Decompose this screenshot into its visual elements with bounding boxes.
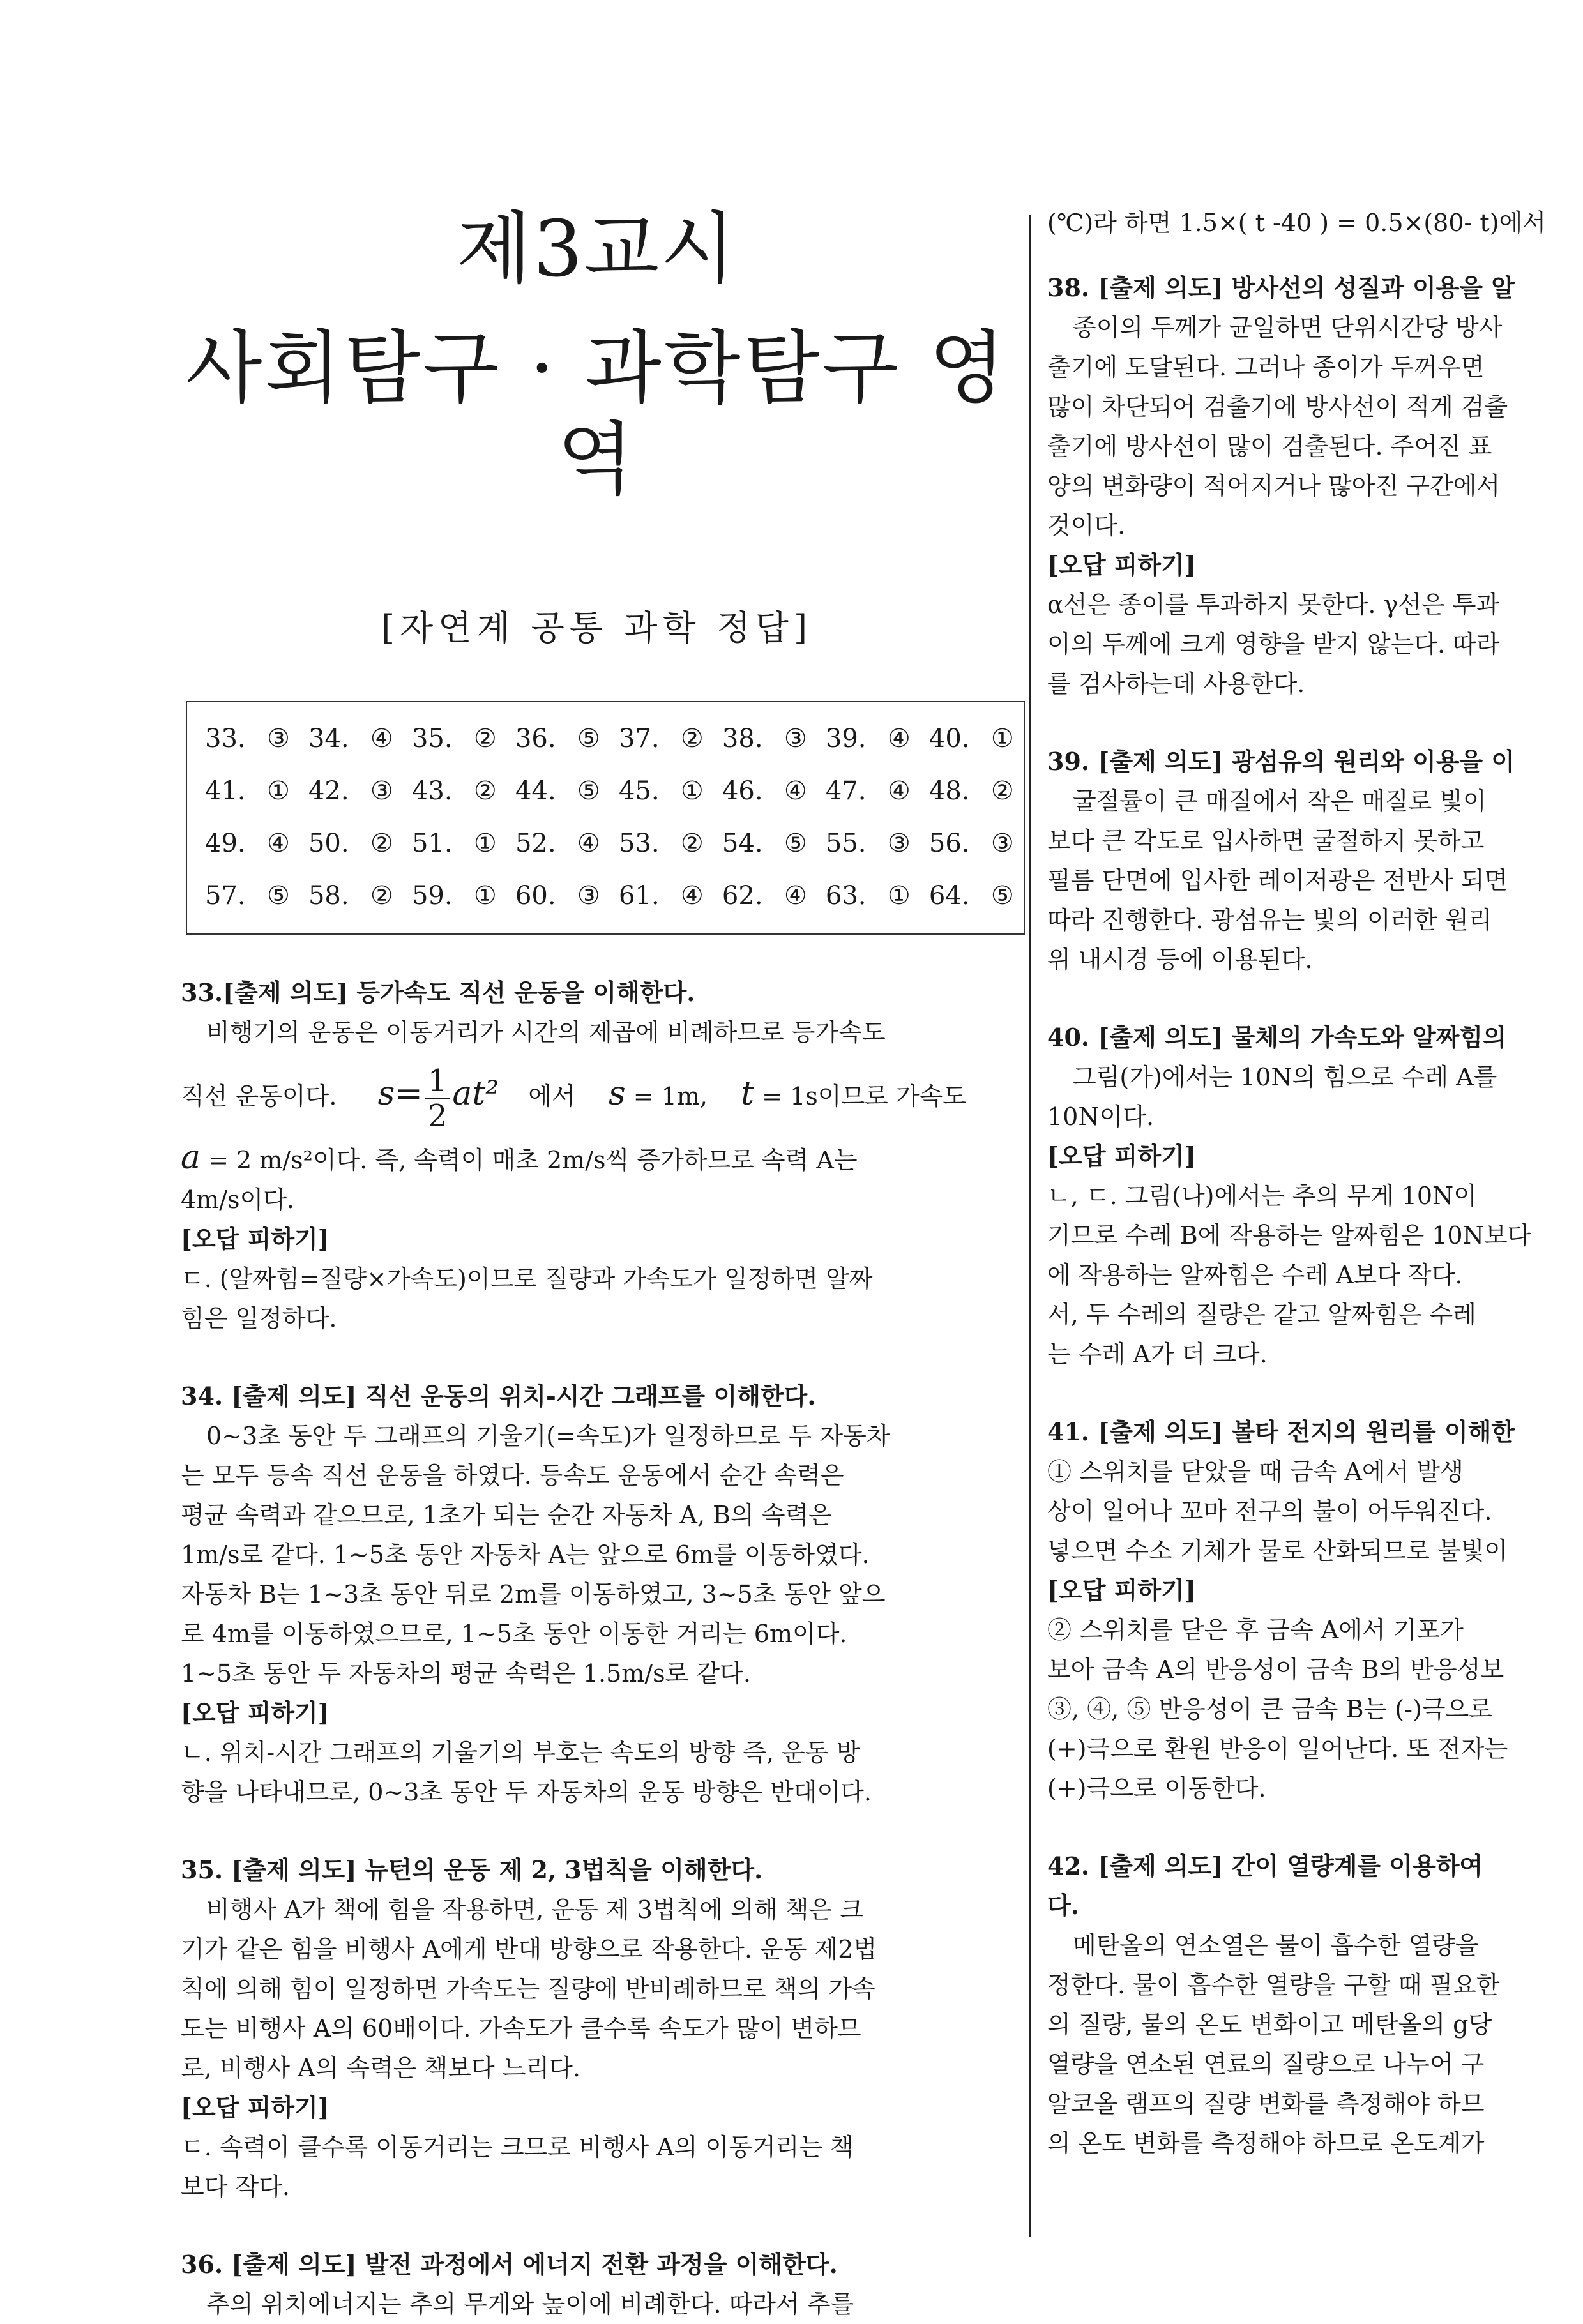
q36-heading: 36. [출제 의도] 발전 과정에서 에너지 전환 과정을 이해한다. [181, 2250, 838, 2279]
q34-line4: 1m/s로 같다. 1~5초 동안 자동차 A는 앞으로 6m를 이동하였다. [181, 1541, 870, 1569]
q35-wrong-answer-heading: [오답 피하기] [181, 2093, 329, 2122]
answer-number: 38. [722, 724, 763, 754]
answer-choice: ② [680, 724, 704, 754]
answer-number: 63. [825, 881, 867, 911]
q41-line2: 상이 일어나 꼬마 전구의 불이 어두워진다. [1047, 1497, 1492, 1525]
answer-number: 64. [928, 881, 970, 911]
answer-number: 62. [722, 881, 763, 911]
q42-line5: 알코올 램프의 질량 변화를 측정해야 하므 [1047, 2090, 1485, 2118]
answer-choice: ④ [680, 881, 704, 911]
q34-line6: 로 4m를 이동하였으므로, 1~5초 동안 이동한 거리는 6m이다. [181, 1620, 847, 1649]
q34-line3: 평균 속력과 같으므로, 1초가 되는 순간 자동차 A, B의 속력은 [181, 1501, 832, 1530]
answer-number: 44. [515, 776, 556, 806]
explanation-q34 [181, 1377, 1013, 1812]
answer-key-row [196, 870, 1024, 922]
answer-number: 33. [205, 724, 246, 754]
q38-line1: 종이의 두께가 균일하면 단위시간당 방사 [1073, 313, 1503, 342]
answer-number: 51. [411, 829, 453, 859]
var-t: t [741, 1075, 755, 1113]
left-column [181, 204, 1013, 2324]
q42-line1: 메탄올의 연소열은 물이 흡수한 열량을 [1073, 1931, 1479, 1959]
formula-s: s= [377, 1075, 423, 1113]
q38-line3: 많이 차단되어 검출기에 방사선이 적게 검출 [1047, 393, 1508, 421]
q41-line3: 넣으면 수소 기체가 물로 산화되므로 불빛이 [1047, 1537, 1508, 1565]
answer-number: 52. [515, 829, 556, 859]
q39-line2: 보다 큰 각도로 입사하면 굴절하지 못하고 [1047, 827, 1485, 855]
answer-number: 61. [618, 881, 660, 911]
q33-formula-line [181, 1052, 1013, 1138]
q33-wrong-line2: 힘은 일정하다. [181, 1304, 337, 1333]
answer-key-box [186, 701, 1025, 935]
answer-choice: ① [680, 776, 704, 806]
answer-key-row [196, 765, 1024, 817]
explanation-q39 [1047, 742, 1583, 979]
q41-wrong-answer-heading: [오답 피하기] [1047, 1576, 1196, 1604]
formula-at2: at² [452, 1075, 499, 1113]
answer-number: 47. [825, 776, 867, 806]
answer-choice: ④ [784, 881, 807, 911]
q35-line2: 기가 같은 힘을 비행사 A에게 반대 방향으로 작용한다. 운동 제2법 [181, 1935, 877, 1964]
explanation-q38 [1047, 268, 1583, 704]
answer-key-row [196, 817, 1024, 870]
answer-key-subtitle: [자연계 공통 과학 정답] [381, 608, 813, 649]
q39-line1: 굴절률이 큰 매질에서 작은 매질로 빛이 [1073, 787, 1487, 815]
answer-choice: ① [887, 881, 911, 911]
q34-line1: 0~3초 동안 두 그래프의 기울기(=속도)가 일정하므로 두 자동차 [206, 1422, 890, 1451]
q39-heading: 39. [출제 의도] 광섬유의 원리와 이용을 이 [1047, 747, 1515, 776]
q34-line5: 자동차 B는 1~3초 동안 뒤로 2m를 이동하였고, 3~5초 동안 앞으 [181, 1580, 886, 1609]
q33-heading: 33.[출제 의도] 등가속도 직선 운동을 이해한다. [181, 978, 695, 1007]
answer-choice: ① [266, 776, 290, 806]
q40-heading: 40. [출제 의도] 물체의 가속도와 알짜힘의 [1047, 1023, 1506, 1052]
q40-wrong-line3: 에 작용하는 알짜힘은 수레 A보다 작다. [1047, 1261, 1463, 1289]
answer-choice: ② [473, 724, 497, 754]
q42-line3: 의 질량, 물의 온도 변화이고 메탄올의 g당 [1047, 2011, 1492, 2039]
q38-wrong-line3: 를 검사하는데 사용한다. [1047, 670, 1305, 698]
answer-choice: ③ [990, 829, 1014, 859]
q39-line5: 위 내시경 등에 이용된다. [1047, 946, 1313, 974]
explanation-q35 [181, 1850, 1013, 2207]
answer-choice: ④ [370, 724, 393, 754]
q35-line3: 칙에 의해 힘이 일정하면 가속도는 질량에 반비례하므로 책의 가속 [181, 1975, 875, 2003]
answer-number: 39. [825, 724, 867, 754]
answer-choice: ④ [887, 776, 911, 806]
column-divider [1029, 215, 1031, 2237]
q34-wrong-answer-heading: [오답 피하기] [181, 1698, 329, 1728]
answer-number: 37. [618, 724, 660, 754]
answer-choice: ④ [266, 829, 290, 859]
q33-line1: 비행기의 운동은 이동거리가 시간의 제곱에 비례하므로 등가속도 [206, 1018, 886, 1047]
q33-line3: a = 2 m/s²이다. 즉, 속력이 매초 2m/s씩 증가하므로 속력 A는 [181, 1138, 858, 1177]
explanation-q40 [1047, 1018, 1583, 1374]
answer-number: 50. [308, 829, 349, 859]
answer-choice: ④ [784, 776, 807, 806]
q40-wrong-line1: ㄴ, ㄷ. 그림(나)에서는 추의 무게 10N이 [1047, 1182, 1478, 1210]
answer-number: 49. [205, 829, 246, 859]
q35-line4: 도는 비행사 A의 60배이다. 가속도가 클수록 속도가 많이 변하므 [181, 2014, 861, 2043]
q40-wrong-answer-heading: [오답 피하기] [1047, 1142, 1196, 1170]
q40-wrong-line4: 서, 두 수레의 질량은 같고 알짜힘은 수레 [1047, 1301, 1476, 1329]
q34-line7: 1~5초 동안 두 자동차의 평균 속력은 1.5m/s로 같다. [181, 1659, 751, 1688]
answer-number: 34. [308, 724, 349, 754]
q38-line2: 출기에 도달된다. 그러나 종이가 두꺼우면 [1047, 353, 1485, 381]
q33-line2-a: 직선 운동이다. [181, 1082, 337, 1111]
answer-number: 41. [205, 776, 246, 806]
answer-choice: ⑤ [990, 881, 1014, 911]
answer-choice: ② [680, 829, 704, 859]
explanation-q41 [1047, 1412, 1583, 1808]
explanation-q42 [1047, 1846, 1583, 2163]
q42-line4: 열량을 연소된 연료의 질량으로 나누어 구 [1047, 2050, 1485, 2078]
answer-number: 55. [825, 829, 867, 859]
q35-line1: 비행사 A가 책에 힘을 작용하면, 운동 제 3법칙에 의해 책은 크 [206, 1896, 863, 1924]
answer-choice: ③ [266, 724, 290, 754]
session-title: 제3교시 [456, 204, 738, 294]
q40-wrong-line2: 기므로 수레 B에 작용하는 알짜힘은 10N보다 [1047, 1221, 1531, 1249]
answer-number: 53. [618, 829, 660, 859]
q33-line2-c: = 1m, [633, 1082, 708, 1111]
q38-line6: 것이다. [1047, 511, 1126, 540]
q35-wrong-line1: ㄷ. 속력이 클수록 이동거리는 크므로 비행사 A의 이동거리는 책 [181, 2133, 854, 2162]
answer-choice: ④ [887, 724, 911, 754]
q41-heading: 41. [출제 의도] 볼타 전지의 원리를 이해한 [1047, 1417, 1515, 1446]
q41-wrong-line4: (+)극으로 환원 반응이 일어난다. 또 전자는 [1047, 1735, 1508, 1763]
answer-choice: ① [473, 881, 497, 911]
answer-choice: ② [473, 776, 497, 806]
q33-wrong-line1: ㄷ. (알짜힘=질량×가속도)이므로 질량과 가속도가 일정하면 알짜 [181, 1265, 873, 1294]
answer-number: 45. [618, 776, 660, 806]
q38-line4: 출기에 방사선이 많이 검출된다. 주어진 표 [1047, 432, 1492, 460]
answer-choice: ① [473, 829, 497, 859]
answer-number: 60. [515, 881, 556, 911]
q35-line5: 로, 비행사 A의 속력은 책보다 느리다. [181, 2054, 580, 2083]
q34-wrong-line1: ㄴ. 위치-시간 그래프의 기울기의 부호는 속도의 방향 즉, 운동 방 [181, 1739, 860, 1767]
answer-number: 40. [928, 724, 970, 754]
q41-line1: ① 스위치를 닫았을 때 금속 A에서 발생 [1047, 1458, 1464, 1486]
subject-title: 사회탐구 · 과학탐구 영역 [185, 322, 1008, 506]
answer-choice: ① [990, 724, 1014, 754]
answer-number: 35. [411, 724, 453, 754]
q34-line2: 는 모두 등속 직선 운동을 하였다. 등속도 운동에서 순간 속력은 [181, 1461, 844, 1490]
q33-line4: 4m/s이다. [181, 1186, 295, 1214]
q34-heading: 34. [출제 의도] 직선 운동의 위치-시간 그래프를 이해한다. [181, 1382, 816, 1411]
answer-choice: ③ [887, 829, 911, 859]
q38-heading: 38. [출제 의도] 방사선의 성질과 이용을 알 [1047, 273, 1515, 302]
answer-choice: ⑤ [266, 881, 290, 911]
explanation-q36 [181, 2245, 1013, 2324]
q38-line5: 양의 변화량이 적어지거나 많아진 구간에서 [1047, 472, 1501, 500]
q33-line2-b: 에서 [528, 1082, 575, 1111]
q41-wrong-line2: 보아 금속 A의 반응성이 금속 B의 반응성보 [1047, 1656, 1504, 1684]
q38-wrong-line2: 이의 두께에 크게 영향을 받지 않는다. 따라 [1047, 630, 1500, 658]
q38-wrong-answer-heading: [오답 피하기] [1047, 550, 1196, 579]
q39-line4: 따라 진행한다. 광섬유는 빛의 이러한 원리 [1047, 906, 1492, 934]
fraction-one-half: $\frac{1}{2}$ [425, 1064, 450, 1133]
answer-choice: ④ [577, 829, 600, 859]
q37-continuation: (℃)라 하면 1.5×( t -40 ) = 0.5×(80- t)에서 [1047, 209, 1546, 237]
q41-wrong-line5: (+)극으로 이동한다. [1047, 1774, 1266, 1802]
answer-choice: ② [370, 829, 393, 859]
answer-number: 46. [722, 776, 763, 806]
answer-choice: ③ [370, 776, 393, 806]
answer-key-row [196, 713, 1024, 765]
q38-wrong-line1: α선은 종이를 투과하지 못한다. γ선은 투과 [1047, 591, 1500, 619]
answer-number: 58. [308, 881, 349, 911]
q42-line2: 정한다. 물이 흡수한 열량을 구할 때 필요한 [1047, 1971, 1500, 1999]
q40-wrong-line5: 는 수레 A가 더 크다. [1047, 1340, 1268, 1368]
q35-wrong-line2: 보다 작다. [181, 2173, 290, 2201]
q42-heading: 42. [출제 의도] 간이 열량계를 이용하여 [1047, 1852, 1483, 1880]
answer-key-table [196, 713, 1024, 922]
answer-number: 48. [928, 776, 970, 806]
answer-choice: ② [990, 776, 1014, 806]
q39-line3: 필름 단면에 입사한 레이저광은 전반사 되면 [1047, 866, 1508, 894]
answer-choice: ② [370, 881, 393, 911]
q42-line6: 의 온도 변화를 측정해야 하므로 온도계가 [1047, 2129, 1485, 2157]
answer-choice: ⑤ [577, 776, 600, 806]
q42-heading-cont: 다. [1047, 1891, 1079, 1920]
answer-number: 42. [308, 776, 349, 806]
q34-wrong-line2: 향을 나타내므로, 0~3초 동안 두 자동차의 운동 방향은 반대이다. [181, 1778, 872, 1807]
q33-wrong-answer-heading: [오답 피하기] [181, 1225, 329, 1254]
q41-wrong-line3: ③, ④, ⑤ 반응성이 큰 금속 B는 (-)극으로 [1047, 1695, 1492, 1723]
answer-number: 56. [928, 829, 970, 859]
explanation-q33 [181, 973, 1013, 1338]
q40-line1: 그림(가)에서는 10N의 힘으로 수레 A를 [1073, 1063, 1497, 1091]
q33-line2-d: = 1s이므로 가속도 [762, 1082, 967, 1111]
answer-choice: ⑤ [577, 724, 600, 754]
q40-line2: 10N이다. [1047, 1103, 1155, 1131]
answer-number: 54. [722, 829, 763, 859]
q36-line1: 추의 위치에너지는 추의 무게와 높이에 비례한다. 따라서 추를 [206, 2290, 854, 2319]
answer-number: 36. [515, 724, 556, 754]
answer-number: 57. [205, 881, 246, 911]
q35-heading: 35. [출제 의도] 뉴턴의 운동 제 2, 3법칙을 이해한다. [181, 1855, 763, 1885]
answer-number: 59. [411, 881, 453, 911]
answer-choice: ③ [784, 724, 807, 754]
answer-choice: ③ [577, 881, 600, 911]
right-column [1047, 203, 1583, 2237]
answer-number: 43. [411, 776, 453, 806]
var-s: s [608, 1075, 626, 1113]
answer-choice: ⑤ [784, 829, 807, 859]
q41-wrong-line1: ② 스위치를 닫은 후 금속 A에서 기포가 [1047, 1616, 1464, 1644]
